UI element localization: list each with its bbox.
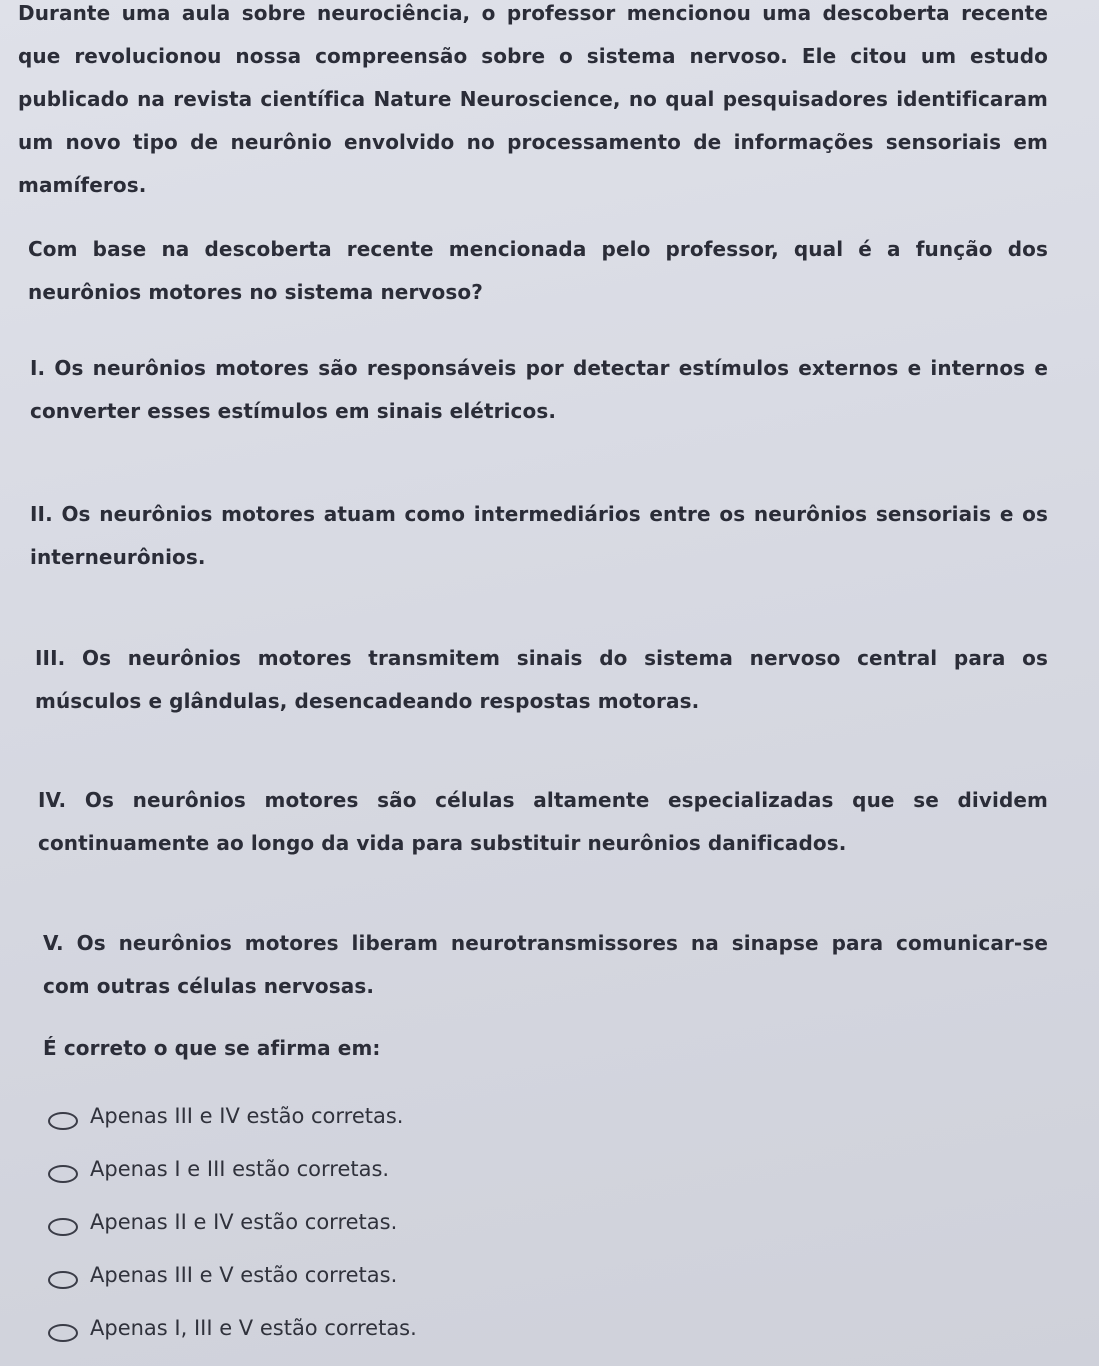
option-e[interactable]: [48, 1301, 948, 1354]
option-b[interactable]: [48, 1142, 948, 1195]
option-a-label[interactable]: Apenas III e IV estão corretas.: [90, 1103, 404, 1128]
answer-options: [48, 1089, 948, 1354]
statement-4: IV. Os neurônios motores são células altamente especializadas que se dividem continuamente ao longo da vida para substituir neurônios danificados.: [38, 788, 1048, 855]
radio-button-d[interactable]: [48, 1271, 78, 1289]
radio-button-b[interactable]: [48, 1165, 78, 1183]
radio-button-c[interactable]: [48, 1218, 78, 1236]
radio-button-a[interactable]: [48, 1112, 78, 1130]
statement-5: V. Os neurônios motores liberam neurotransmissores na sinapse para comunicar-se com outras células nervosas.: [43, 931, 1048, 998]
statement-2: II. Os neurônios motores atuam como intermediários entre os neurônios sensoriais e os interneurônios.: [30, 502, 1048, 569]
radio-button-e[interactable]: [48, 1324, 78, 1342]
option-c-label[interactable]: Apenas II e IV estão corretas.: [90, 1209, 398, 1234]
intro-paragraph: Durante uma aula sobre neurociência, o professor mencionou uma descoberta recente que revolucionou nossa compreensão sobre o sistema nervoso. Ele citou um estudo publicado na revista científica Nature Neuroscience, no qual pesquisadores identificaram um novo tipo de neurônio envolvido no processamento de informações sensoriais em mamíferos.: [18, 1, 1048, 197]
answer-prompt: É correto o que se afirma em:: [43, 1036, 381, 1060]
option-d[interactable]: [48, 1248, 948, 1301]
statement-3: III. Os neurônios motores transmitem sinais do sistema nervoso central para os músculos e glândulas, desencadeando respostas motoras.: [35, 646, 1048, 713]
option-b-label[interactable]: Apenas I e III estão corretas.: [90, 1156, 390, 1181]
statement-1: I. Os neurônios motores são responsáveis por detectar estímulos externos e internos e converter esses estímulos em sinais elétricos.: [30, 356, 1048, 423]
option-e-label[interactable]: Apenas I, III e V estão corretas.: [90, 1315, 417, 1340]
question-text: Com base na descoberta recente mencionada pelo professor, qual é a função dos neurônios motores no sistema nervoso?: [28, 237, 1048, 304]
option-d-label[interactable]: Apenas III e V estão corretas.: [90, 1262, 398, 1287]
option-a[interactable]: [48, 1089, 948, 1142]
option-c[interactable]: [48, 1195, 948, 1248]
